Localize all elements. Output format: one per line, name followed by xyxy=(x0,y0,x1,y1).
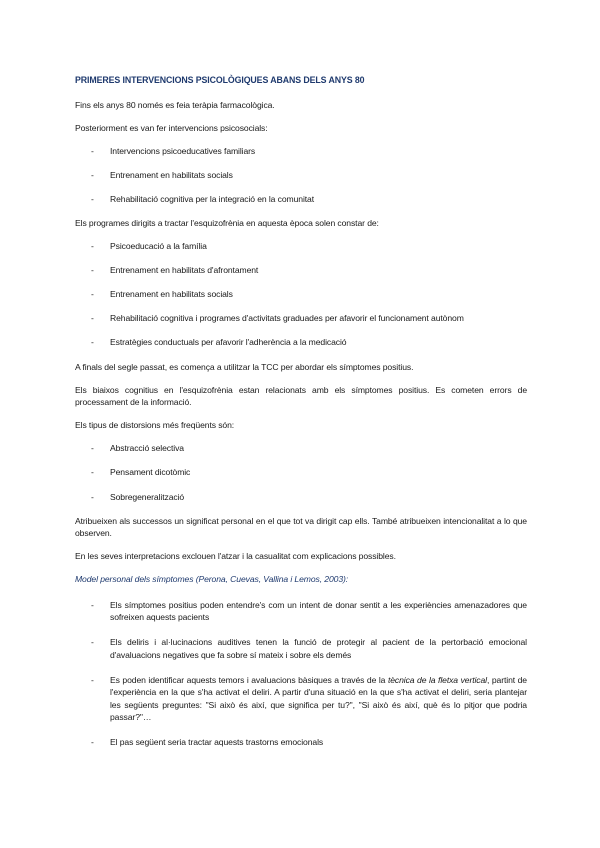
paragraph-1: Fins els anys 80 només es feia teràpia farmacològica. xyxy=(75,99,275,110)
model-subtitle: Model personal dels símptomes (Perona, Cuevas, Vallina i Lemos, 2003): xyxy=(75,574,349,585)
list-item: - Estratègies conductuals per afavorir l'adherència a la medicació xyxy=(75,336,527,349)
list-psychosocial-interventions xyxy=(75,145,527,206)
list-distortions xyxy=(75,442,527,503)
list-item: - Pensament dicotòmic xyxy=(75,466,527,479)
list-item xyxy=(75,674,527,724)
list-item: - Els símptomes positius poden entendre's com un intent de donar sentit a les experiències amenazadores que sofreixen aquests pacients xyxy=(75,599,527,624)
list-programs xyxy=(75,240,527,349)
list-item-text: , partint de l'experiència en la que s'ha activat el deliri. A partir d'una situació en la que s'ha activat el deliri, seria plantejar les següents preguntes: "Si això és així, que significa per tu?", "Si això és així, què és lo pitjor que podria passar?"… xyxy=(110,674,527,723)
document-body xyxy=(75,74,527,761)
list-symptom-model xyxy=(75,599,527,749)
list-item: - Entrenament en habilitats socials xyxy=(75,169,527,182)
paragraph-7: Atribueixen als successos un significat personal en el que tot va dirigit cap ells. També atribueixen intencionalitat a lo que observen. xyxy=(75,515,527,539)
paragraph-4: A finals del segle passat, es comença a utilitzar la TCC per abordar els símptomes positius. xyxy=(75,361,414,372)
list-item: - Psicoeducació a la família xyxy=(75,240,527,253)
list-item: - Rehabilitació cognitiva i programes d'activitats graduades per afavorir el funcionament autònom xyxy=(75,312,527,325)
list-item: - Entrenament en habilitats d'afrontament xyxy=(75,264,527,277)
list-item-text: Es poden identificar aquests temors i avaluacions bàsiques a través de la xyxy=(110,674,388,685)
list-item: - Entrenament en habilitats socials xyxy=(75,288,527,301)
list-item: - Sobregeneralització xyxy=(75,491,527,504)
list-item: - El pas següent seria tractar aquests trastorns emocionals xyxy=(75,736,527,749)
section-title: PRIMERES INTERVENCIONS PSICOLÒGIQUES ABANS DELS ANYS 80 xyxy=(75,75,365,85)
list-item: - Rehabilitació cognitiva per la integració en la comunitat xyxy=(75,193,527,206)
paragraph-6: Els tipus de distorsions més freqüents són: xyxy=(75,420,235,431)
list-item: - Abstracció selectiva xyxy=(75,442,527,455)
paragraph-3: Els programes dirigits a tractar l'esquizofrènia en aquesta època solen constar de: xyxy=(75,217,379,228)
list-item: - Intervencions psicoeducatives familiars xyxy=(75,145,527,158)
paragraph-8: En les seves interpretacions exclouen l'atzar i la casualitat com explicacions possibles. xyxy=(75,551,396,562)
paragraph-2: Posteriorment es van fer intervencions psicosocials: xyxy=(75,122,268,133)
paragraph-5: Els biaixos cognitius en l'esquizofrènia estan relacionats amb els símptomes positius. Es cometen errors de processament de la informació. xyxy=(75,384,527,408)
technique-name: tècnica de la fletxa vertical xyxy=(387,674,487,685)
list-item: - Els deliris i al·lucinacions auditives tenen la funció de protegir al pacient de la pertorbació emocional d'avaluacions negatives que fa sobre sí mateix i sobre els demés xyxy=(75,636,527,661)
